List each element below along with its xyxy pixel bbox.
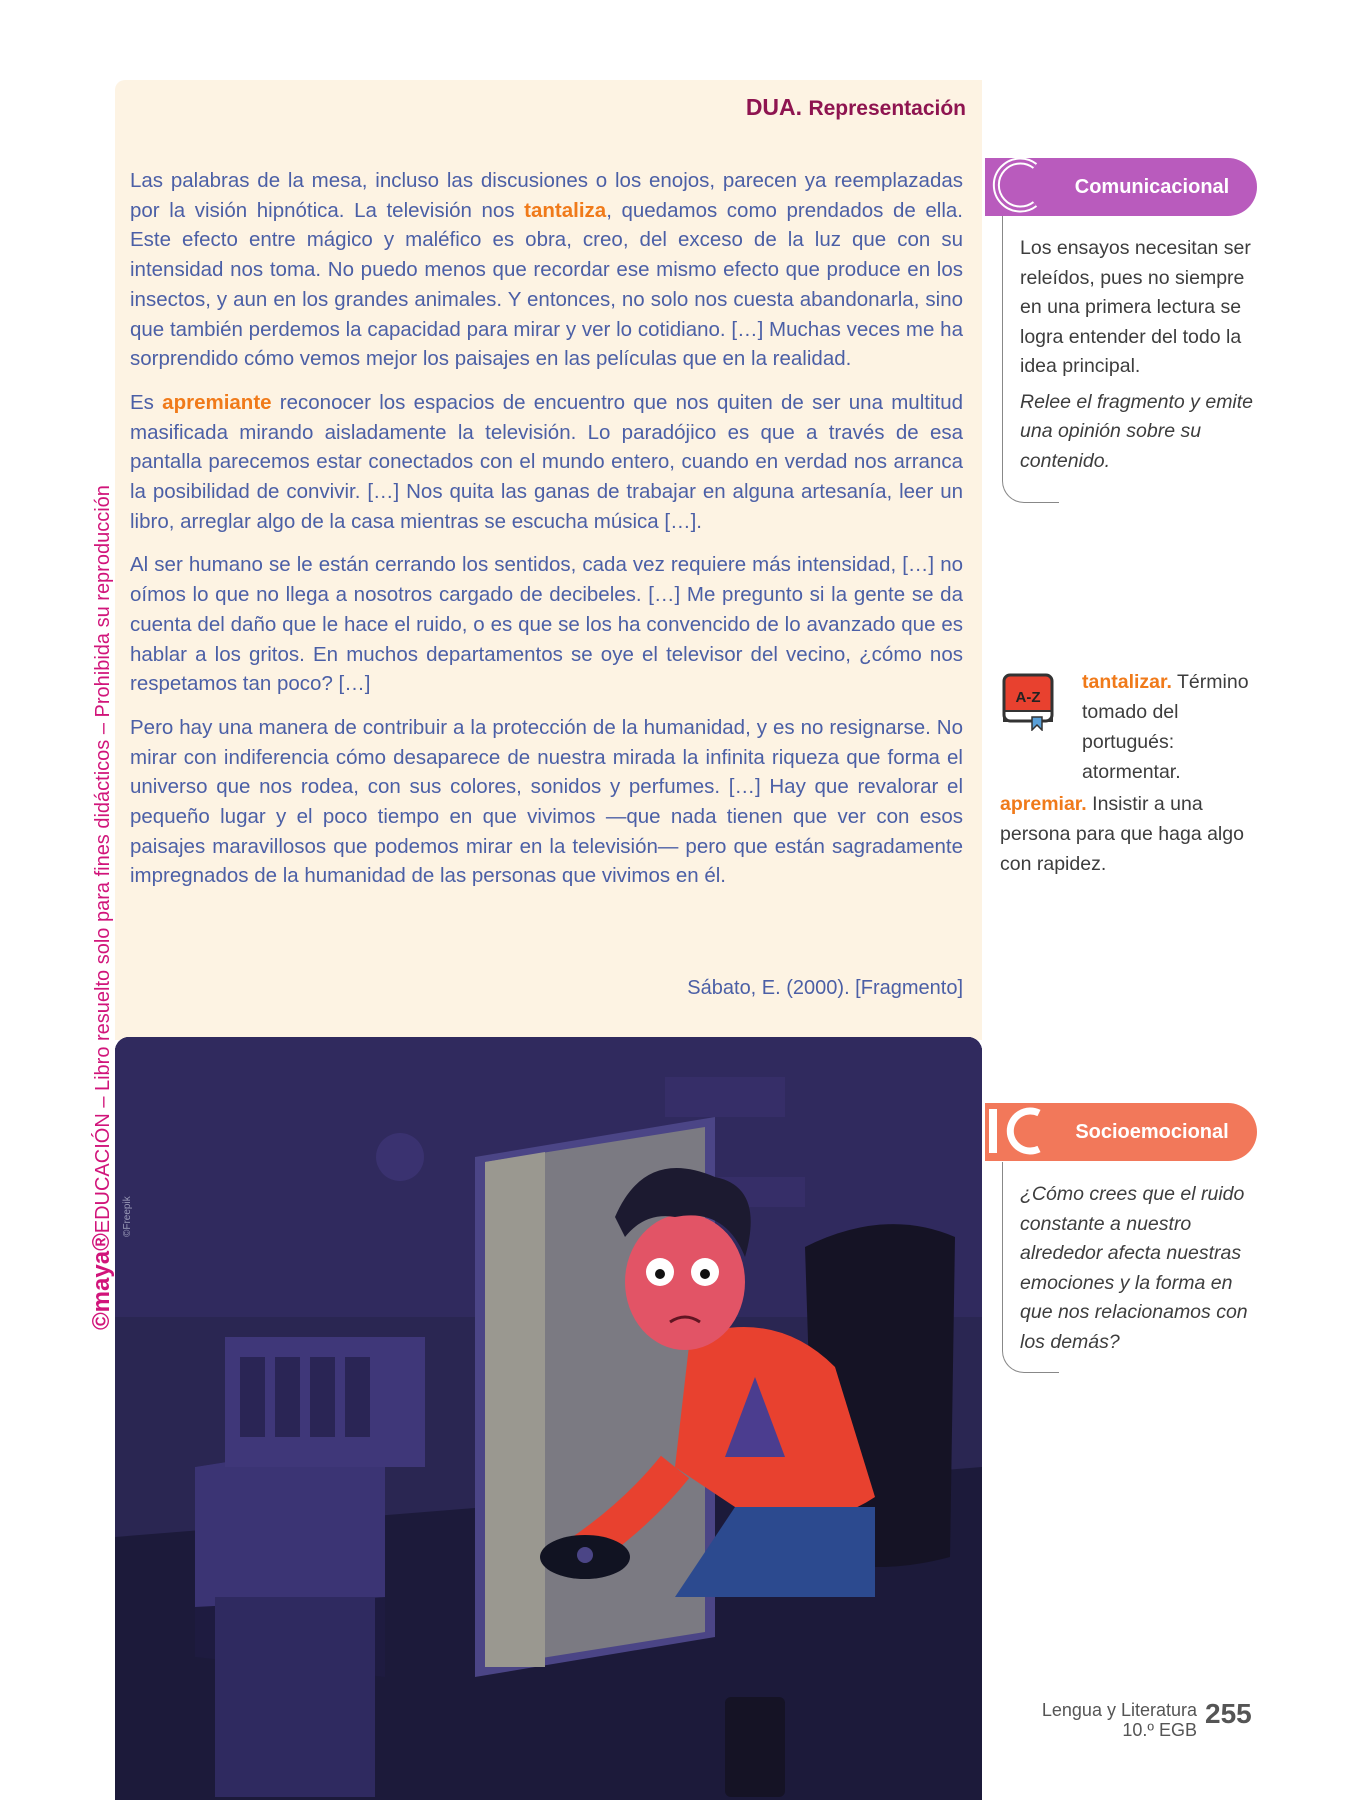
dua-label: DUA. [745, 94, 803, 120]
brand-logo: ©maya® [88, 1233, 115, 1330]
footer-subject: Lengua y Literatura 10.º EGB [1041, 1700, 1197, 1740]
highlight-tantaliza: tantaliza [524, 198, 607, 222]
comunicacional-note [1020, 234, 1260, 476]
copyright-sidebar [88, 485, 116, 1330]
gamer-illustration [115, 1037, 982, 1800]
socioemocional-label: Socioemocional [1075, 1120, 1229, 1143]
essay-paragraph-2: Es apremiante reconocer los espacios de encuentro que nos quiten de ser una multitud masificada mirando aisladamente la televisión. Lo paradójico es que a través de esa pantalla parecemos estar conectados con el mundo entero, cuando en verdad nos arranca la posibilidad de convivir. […] Nos quita las ganas de trabajar en alguna artesanía, leer un libro, arreglar algo de la casa mientras se escucha música […]. [130, 390, 963, 533]
glossary-term-2: apremiar. [1000, 793, 1087, 815]
essay-paragraph-3: Al ser humano se le están cerrando los sentidos, cada vez requiere más intensidad, […] no oímos lo que no llega a nosotros cargado de decibeles. […] Me pregunto si la gente se da cuenta del daño que le hace el ruido, o es que se los ha convencido de lo avanzado que es hablar a los gritos. En muchos departamentos se oye el televisor del vecino, ¿cómo nos respetamos tan poco? […] [130, 553, 963, 696]
dua-subtitle: Representación [808, 97, 966, 120]
c-letter-icon [985, 154, 1047, 216]
svg-text:A-Z: A-Z [1015, 689, 1041, 706]
glossary-entry-2 [1000, 789, 1258, 879]
socioemocional-question: ¿Cómo crees que el ruido constante a nuestro alrededor afecta nuestras emociones y la forma en que nos relacionamos con los demás? [1020, 1183, 1248, 1353]
copyright-text: EDUCACIÓN – Libro resuelto solo para fines didácticos – Prohibida su reproducción [92, 485, 114, 1234]
page-number: 255 [1205, 1698, 1252, 1729]
glossary-term-1: tantalizar. [1082, 671, 1172, 693]
ic-letter-icon [985, 1099, 1047, 1161]
comunicacional-label: Comunicacional [1074, 175, 1230, 198]
highlight-apremiante: apremiante [162, 390, 272, 414]
comunicacional-text: Los ensayos necesitan ser releídos, pues no siempre en una primera lectura se logra entender del todo la idea principal. [1020, 237, 1251, 377]
glossary [1000, 667, 1258, 879]
socioemocional-header [985, 1103, 1257, 1161]
dua-title [726, 94, 966, 121]
image-credit: ©Freepik [122, 1196, 133, 1237]
glossary-entry-1 [1000, 667, 1258, 787]
essay-paragraph-1: Las palabras de la mesa, incluso las discusiones o los enojos, parecen ya reemplazadas por la visión hipnótica. La televisión nos tantaliza, quedamos como prendados de ella. Este efecto entre mágico y maléfico es obra, creo, del exceso de la luz que con su intensidad nos toma. No puedo menos que recordar ese mismo efecto que produce en los insectos, y aun en los grandes animales. Y entonces, no solo nos cuesta abandonarla, sino que también perdemos la capacidad para mirar y ver lo cotidiano. […] Muchas veces me ha sorprendido cómo vemos mejor los paisajes en las películas que en la realidad. [130, 169, 963, 371]
citation: Sábato, E. (2000). [Fragmento] [687, 977, 963, 999]
essay-paragraph-4: Pero hay una manera de contribuir a la protección de la humanidad, y es no resignarse. No mirar con indiferencia cómo desaparece de nuestra mirada la infinita riqueza que forma el universo que nos rodea, con sus colores, sonidos y perfumes. […] Hay que revalorar el pequeño lugar y el poco tiempo en que vivimos —que nada tienen que ver con esos paisajes maravillosos que podemos mirar en la televisión— pero que están sagradamente impregnados de la humanidad de las personas que vivimos en él. [130, 715, 963, 888]
comunicacional-task: Relee el fragmento y emite una opinión sobre su contenido. [1020, 390, 1254, 472]
essay-text [130, 166, 963, 905]
glossary-def-1: Término tomado del portugués: atormentar. [1082, 671, 1249, 783]
illustration [115, 1037, 982, 1800]
glossary-def-2: Insistir a una persona para que haga algo con rapidez. [1000, 793, 1244, 875]
comunicacional-header [985, 158, 1257, 216]
